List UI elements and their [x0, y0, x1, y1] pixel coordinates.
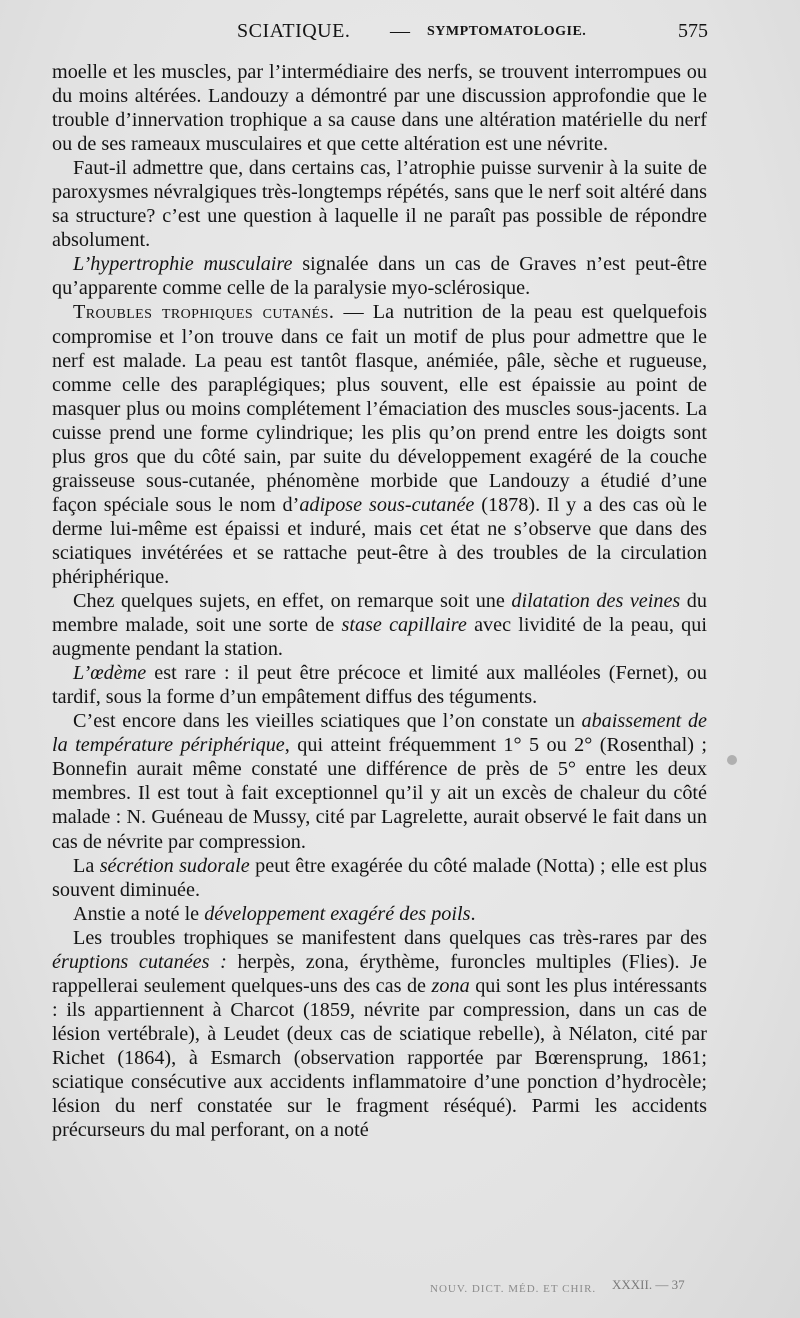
paragraph: [52, 709, 707, 853]
paragraph: [52, 60, 707, 156]
italic-text: dilatation des veines: [511, 590, 681, 613]
paragraph: [52, 926, 707, 1142]
text-run: .: [470, 902, 476, 925]
paragraph: [52, 854, 707, 902]
text-run: — La nutrition de la peau est quelquefois compromise et l’on trouve dans ce fait un motif de plus pour admettre que le nerf est malade. La peau est tantôt flasque, anémiée, pâle, sèche et rugueuse, comme celle des paraplégiques; plus souvent, elle est épaissie au point de masquer plus ou moins complétement l’émaciation des muscles sous-jacents. La cuisse prend une forme cylindrique; les plis qu’on prend entre les doigts sont plus gros que du côté sain, par suite du développement exagéré de la couche graisseuse sous-cutanée, phénomène morbide que Landouzy a étudié d’une façon spéciale sous le nom d’: [52, 301, 707, 516]
text-run: peut être exagérée du côté malade (Notta) ; elle est plus souvent diminuée.: [52, 854, 708, 901]
text-run: du membre malade, soit une sorte de: [52, 590, 707, 637]
italic-text: zona: [431, 974, 470, 997]
text-run: Les troubles trophiques se manifestent dans quelques cas très-rares par des: [73, 926, 707, 949]
text-run: moelle et les muscles, par l’intermédiaire des nerfs, se trouvent interrompues ou du moins altérées. Landouzy a démontré par une discussion approfondie que le trouble d’innervation trophique a sa cause dans une altération matérielle du nerf ou de ses rameaux musculaires et que cette altération est une névrite.: [52, 61, 707, 156]
text-run: (1878). Il y a des cas où le derme lui-même est épaissi et induré, mais cet état ne s’observe que dans des sciatiques invétérées et se rattache peut-être à des troubles de la circulation phériphérique.: [52, 493, 707, 588]
paragraph: [52, 589, 707, 661]
header-dash: —: [390, 20, 410, 42]
text-run: qui sont les plus intéressants : ils appartiennent à Charcot (1859, névrite par compression, dans un cas de lésion vertébrale), à Leudet (deux cas de sciatique rebelle), à Nélaton, cité par Richet (1864), à Esmarch (observation rapportée par Bœrensprung, 1861; sciatique consécutive aux accidents inflammatoire d’une ponction d’hydrocèle; lésion du nerf constatée sur le fragment réséqué). Parmi les accidents précurseurs du mal perforant, on a noté: [52, 974, 707, 1142]
text-run: est rare : il peut être précoce et limité aux malléoles (Fernet), ou tardif, sous la forme d’un empâtement diffus des téguments.: [52, 662, 707, 709]
body-text: [52, 60, 707, 1142]
running-header: [52, 20, 708, 52]
running-title: SCIATIQUE.: [237, 20, 351, 42]
text-run: Anstie a noté le: [73, 902, 205, 925]
italic-text: L’: [73, 662, 91, 685]
signature-footer: NOUV. DICT. MÉD. ET CHIR.: [430, 1283, 597, 1295]
ink-spot: [727, 755, 737, 765]
italic-text: abaissement de la température périphérique: [52, 710, 707, 757]
paragraph: [52, 252, 707, 300]
italic-text: développement exagéré des poils: [204, 902, 471, 925]
section-heading: Troubles trophiques cutanés.: [73, 301, 335, 324]
paragraph: [52, 156, 707, 252]
paragraph: [52, 902, 707, 926]
text-run: Chez quelques sujets, en effet, on remarque soit une: [73, 590, 512, 613]
text-run: avec lividité de la peau, qui augmente pendant la station.: [52, 614, 707, 661]
paragraph: [52, 661, 707, 709]
text-run: , qui atteint fréquemment 1° 5 ou 2° (Rosenthal) ; Bonnefin aurait même constaté une différence de près de 5° entre les deux membres. Il est tout à fait exceptionnel qu’il y ait un excès de chaleur du côté malade : N. Guéneau de Mussy, cité par Lagrelette, aurait observé le fait dans un cas de névrite par compression.: [52, 734, 708, 853]
text-run: herpès, zona, érythème, furoncles multiples (Flies). Je rappellerai seulement quelques-uns des cas de: [52, 950, 707, 997]
italic-text: sécrétion sudorale: [99, 854, 250, 877]
page-number: 575: [678, 20, 708, 42]
text-run: La: [73, 854, 100, 877]
italic-text: éruptions cutanées :: [52, 950, 227, 973]
text-run: C’est encore dans les vieilles sciatiques que l’on constate un: [73, 710, 582, 733]
italic-text: L’: [73, 253, 91, 276]
text-run: Faut-il admettre que, dans certains cas, l’atrophie puisse survenir à la suite de paroxysmes névralgiques très-longtemps répétés, sans que le nerf soit altéré dans sa structure? c’est une question à laquelle il ne paraît pas possible de répondre absolument.: [52, 157, 707, 252]
italic-text: œdème: [90, 662, 147, 685]
running-subtitle: SYMPTOMATOLOGIE.: [427, 24, 587, 39]
italic-text: stase capillaire: [341, 614, 467, 637]
text-run: signalée dans un cas de Graves n’est peut-être qu’apparente comme celle de la paralysie myo-sclérosique.: [52, 253, 707, 300]
italic-text: hypertrophie musculaire: [90, 253, 293, 276]
sheet-signature: XXXII. — 37: [612, 1277, 685, 1292]
italic-text: adipose sous-cutanée: [299, 493, 475, 516]
paragraph: [52, 300, 707, 589]
